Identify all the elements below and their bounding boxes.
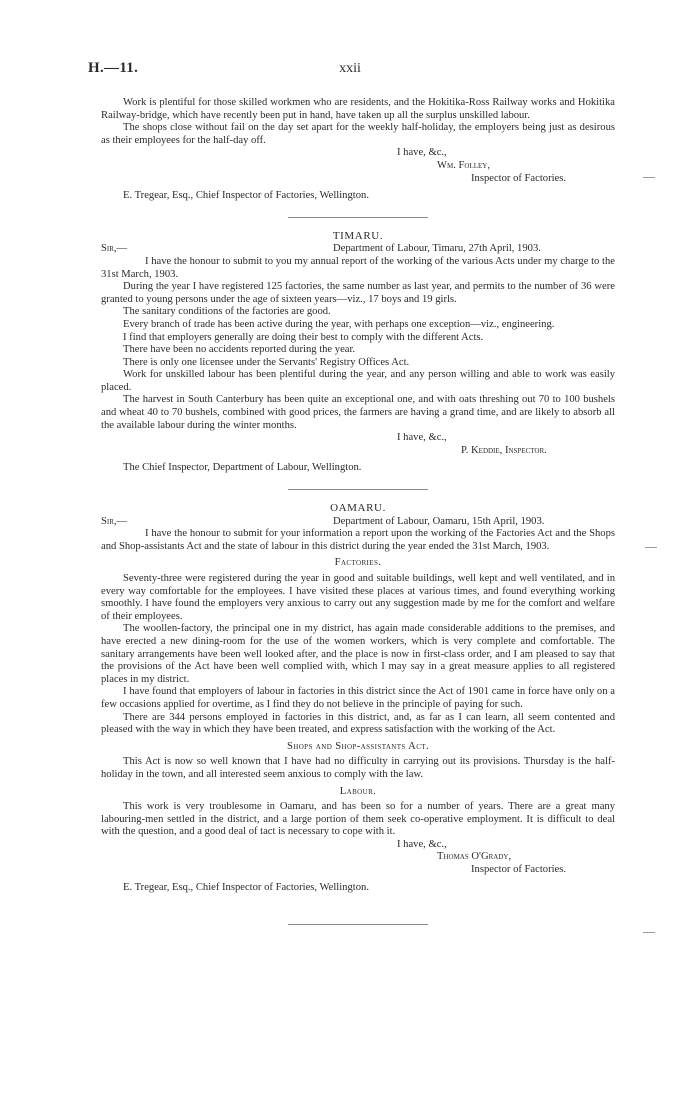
paragraph: During the year I have registered 125 factories, the same number as last year, and permits to the number of 36 were granted to young persons under the age of sixteen years—viz., 17 boys and 19 girls. bbox=[101, 281, 615, 305]
paragraph: The shops close without fail on the day set apart for the weekly half-holiday, the employers being just as desirous as their employees for the half-day off. bbox=[101, 122, 615, 146]
salutation: Sir,— bbox=[101, 515, 128, 527]
paragraph: I have the honour to submit for your information a report upon the working of the Factories Act and the Shops and Shop-assistants Act and the state of labour in this district during the year ended the 31st March, 1903. bbox=[101, 528, 615, 552]
salutation: Sir,— bbox=[101, 243, 128, 255]
paragraph: The harvest in South Canterbury has been quite an exceptional one, and with oats threshing out 70 to 100 bushels and wheat 40 to 70 bushels, combined with good prices, the farmers are having a grand time, and are likely to absorb all the available labour during the winter months. bbox=[101, 394, 615, 431]
timaru-report bbox=[101, 230, 615, 475]
subsection-heading: Labour. bbox=[339, 785, 377, 797]
paragraph: There are 344 persons employed in factories in this district, and, as far as I can learn, all seem contented and pleased with the way in which they have been treated, and express satisfaction with the working of the Act. bbox=[101, 711, 615, 736]
paragraph: The woollen-factory, the principal one in my district, has again made considerable additions to the premises, and have erected a new dining-room for the use of the women workers, which is very complete and comfortable. The sanitary arrangements have been well looked after, and the place is now in first-class order, and I am pleased to say that the provisions of the Act have been well complied with, which I may say in a great measure applies to all registered places in my district. bbox=[101, 623, 615, 685]
dateline: Department of Labour, Timaru, 27th April, 1903. bbox=[333, 243, 541, 255]
section-divider bbox=[288, 489, 428, 490]
paragraph: This Act is now so well known that I have had no difficulty in carrying out its provisions. Thursday is the half-holiday in the town, and all interested seem anxious to comply with the law. bbox=[101, 756, 615, 780]
page-number: xxii bbox=[339, 61, 361, 76]
section-heading: TIMARU. bbox=[332, 229, 384, 242]
signature: P. Keddie, Inspector. bbox=[461, 444, 547, 456]
paragraph: Every branch of trade has been active during the year, with perhaps one exception—viz., engineering. bbox=[123, 318, 555, 330]
margin-mark: — bbox=[645, 539, 657, 553]
margin-mark: — bbox=[643, 924, 655, 938]
salutation-row bbox=[101, 516, 615, 529]
addressee: E. Tregear, Esq., Chief Inspector of Factories, Wellington. bbox=[123, 190, 369, 202]
signatory-title: Inspector of Factories. bbox=[471, 864, 567, 876]
section-divider bbox=[288, 217, 428, 218]
section-divider bbox=[288, 924, 428, 925]
section-heading: OAMARU. bbox=[330, 502, 386, 515]
dateline: Department of Labour, Oamaru, 15th April, 1903. bbox=[333, 515, 545, 527]
paragraph: This work is very troublesome in Oamaru, and has been so for a number of years. There are a great many labouring-men settled in the district, and a large portion of them seek co-operative employment. It is difficult to deal with the question, and a good deal of tact is necessary to cope with it. bbox=[101, 801, 615, 838]
addressee: E. Tregear, Esq., Chief Inspector of Factories, Wellington. bbox=[123, 881, 369, 893]
margin-mark: — bbox=[643, 169, 655, 183]
paragraph: Work is plentiful for those skilled workmen who are residents, and the Hokitika-Ross Railway works and Hokitika Railway-bridge, which have recently been put in hand, have taken up all the surplus unskilled labour. bbox=[101, 97, 615, 121]
salutation-row bbox=[101, 243, 615, 256]
paragraph: There have been no accidents reported during the year. bbox=[123, 344, 356, 356]
paragraph: I have found that employers of labour in factories in this district since the Act of 1901 came in force have only on a few occasions applied for overtime, as I find they do not believe in the principle of paying for such. bbox=[101, 686, 615, 710]
oamaru-report bbox=[101, 502, 615, 894]
signature: Thomas O'Grady, bbox=[437, 851, 512, 863]
series-code: H.—11. bbox=[88, 60, 139, 76]
closing: I have, &c., bbox=[397, 838, 447, 850]
signature: Wm. Folley, bbox=[437, 159, 490, 171]
closing: I have, &c., bbox=[397, 147, 447, 159]
paragraph: There is only one licensee under the Servants' Registry Offices Act. bbox=[123, 356, 410, 368]
hokitika-report-tail bbox=[101, 97, 615, 203]
subsection-heading: Shops and Shop-assistants Act. bbox=[286, 740, 430, 752]
paragraph: I have the honour to submit to you my annual report of the working of the various Acts under my charge to the 31st March, 1903. bbox=[101, 255, 615, 280]
signatory-title: Inspector of Factories. bbox=[471, 172, 567, 184]
paragraph: Seventy-three were registered during the year in good and suitable buildings, well kept and well ventilated, and in every way comfortable for the employees. I have visited these places at various times, and found everything working smoothly. I have found the employers very anxious to carry out any suggestion made by me for the comfort and welfare of their employees. bbox=[101, 573, 615, 622]
report-body bbox=[101, 97, 615, 937]
paragraph: The sanitary conditions of the factories are good. bbox=[123, 306, 331, 318]
addressee: The Chief Inspector, Department of Labour, Wellington. bbox=[123, 462, 362, 474]
paragraph: Work for unskilled labour has been plentiful during the year, and any person willing and able to work was easily placed. bbox=[101, 369, 615, 393]
subsection-heading: Factories. bbox=[334, 557, 382, 569]
paragraph: I find that employers generally are doing their best to comply with the different Acts. bbox=[123, 331, 484, 343]
closing: I have, &c., bbox=[397, 432, 447, 444]
